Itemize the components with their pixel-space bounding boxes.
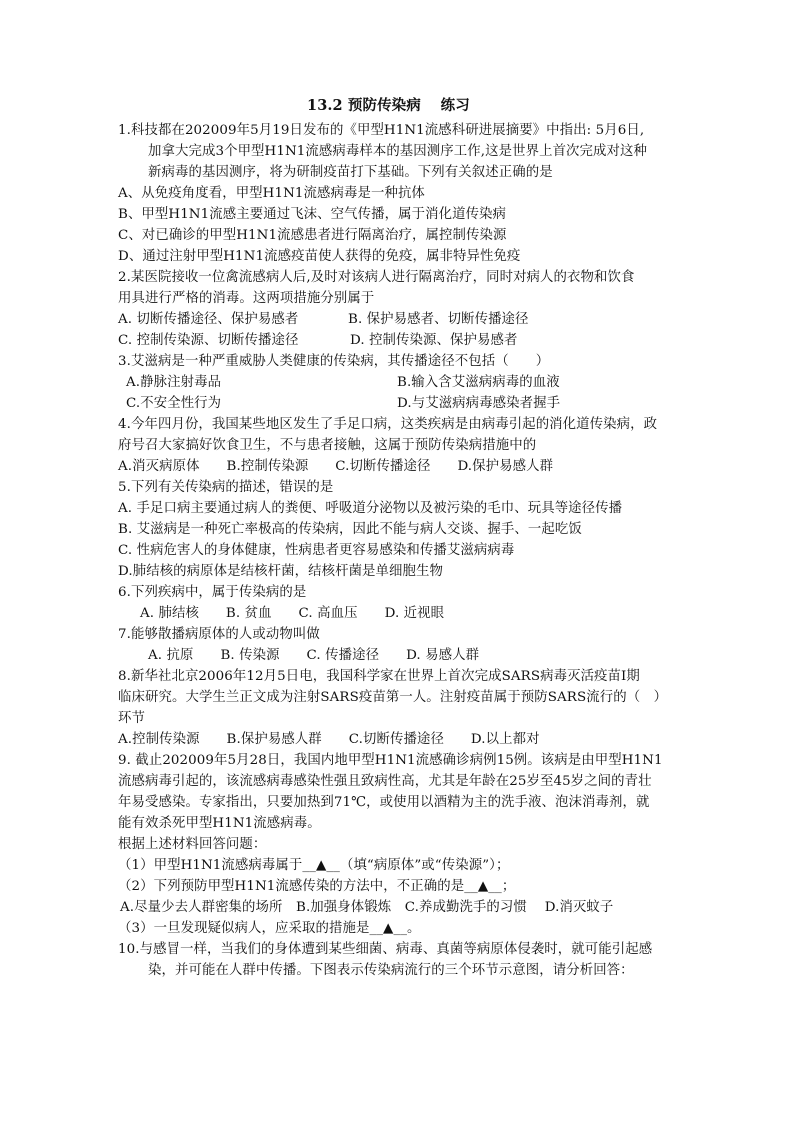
q9-sub3-end: 。 [407, 921, 421, 936]
q2-option-a: A. 切断传播途径、保护易感者 [118, 312, 299, 327]
q3-option-a: A.静脉注射毒品 [126, 375, 222, 390]
q7-stem: 7.能够散播病原体的人或动物叫做 [118, 627, 320, 642]
q9-stem-line1: 9. 截止202009年5月28日，我国内地甲型H1N1流感确诊病例15例。该病是由甲型H1N1 [118, 753, 663, 768]
q3-option-b: B.输入含艾滋病病毒的血液 [397, 375, 560, 390]
q9-stem-line2: 流感病毒引起的，该流感病毒感染性强且致病性高，尤其是年龄在25岁至45岁之间的青壮 [118, 774, 652, 789]
q9-sub1-text: （1）甲型H1N1流感病毒属于 [118, 858, 303, 873]
q5-option-d: D.肺结核的病原体是结核杆菌，结核杆菌是单细胞生物 [118, 564, 443, 579]
q10-stem-line1: 10.与感冒一样，当我们的身体遭到某些细菌、病毒、真菌等病原体侵袭时，就可能引起感 [118, 942, 653, 957]
q9-stem-line3: 年易受感染。专家指出，只要加热到71℃，或使用以酒精为主的洗手液、泡沫消毒剂，就 [118, 795, 650, 810]
q1-stem-line1: 1.科技都在202009年5月19日发布的《甲型H1N1流感科研进展摘要》中指出: 5月6日, [118, 123, 645, 138]
answer-blank-2[interactable]: __▲__ [464, 879, 502, 894]
q2-option-d: D. 控制传染源、保护易感者 [350, 333, 518, 348]
q6-options: A. 肺结核 B. 贫血 C. 高血压 D. 近视眼 [140, 606, 445, 621]
q9-sub1-hint: （填“病原体”或“传染源”）； [339, 858, 510, 873]
q8-stem-line3: 环节 [118, 711, 145, 726]
q1-option-d: D、通过注射甲型H1N1流感疫苗使人获得的免疫，属非特异性免疫 [118, 249, 521, 264]
q1-option-c: C、对已确诊的甲型H1N1流感患者进行隔离治疗，属控制传染源 [118, 228, 507, 243]
q8-stem-line1: 8.新华社北京2006年12月5日电，我国科学家在世界上首次完成SARS病毒灭活疫苗Ⅰ期 [118, 669, 640, 684]
q9-sub1 [118, 856, 509, 876]
q1-stem-line3: 新病毒的基因测序，将为研制疫苗打下基础。下列有关叙述正确的是 [148, 165, 553, 180]
page-title: 13.2 预防传染病 练习 [307, 97, 470, 114]
q5-option-b: B. 艾滋病是一种死亡率极高的传染病，因此不能与病人交谈、握手、一起吃饭 [118, 522, 582, 537]
q2-option-b: B. 保护易感者、切断传播途径 [348, 312, 529, 327]
answer-blank-3[interactable]: __▲__ [369, 921, 408, 936]
q3-option-c: C.不安全性行为 [126, 396, 222, 411]
q9-stem-line4: 能有效杀死甲型H1N1流感病毒。 [118, 816, 321, 831]
q5-option-a: A. 手足口病主要通过病人的粪便、呼吸道分泌物以及被污染的毛巾、玩具等途径传播 [118, 501, 623, 516]
q2-option-c: C. 控制传染源、切断传播途径 [118, 333, 299, 348]
q9-sub2-end: ； [501, 879, 516, 894]
q9-sub2-options: A.尽量少去人群密集的场所 B.加强身体锻炼 C.养成勤洗手的习惯 D.消灭蚊子 [120, 900, 614, 915]
q9-sub3 [118, 919, 421, 939]
q2-stem-line2: 用具进行严格的消毒。这两项措施分别属于 [118, 291, 375, 306]
q3-option-d: D.与艾滋病病毒感染者握手 [397, 396, 561, 411]
q8-options: A.控制传染源 B.保护易感人群 C.切断传播途径 D.以上都对 [118, 732, 540, 747]
q10-stem-line2: 染，并可能在人群中传播。下图表示传染病流行的三个环节示意图，请分析回答： [148, 963, 634, 978]
q6-stem: 6.下列疾病中，属于传染病的是 [118, 585, 307, 600]
answer-blank-1[interactable]: __▲__ [302, 858, 340, 873]
q5-stem: 5.下列有关传染病的描述，错误的是 [118, 480, 334, 495]
q1-option-b: B、甲型H1N1流感主要通过飞沫、空气传播，属于消化道传染病 [118, 207, 507, 222]
q7-options: A. 抗原 B. 传染源 C. 传播途径 D. 易感人群 [148, 648, 480, 663]
q8-stem-line2: 临床研究。大学生兰正文成为注射SARS疫苗第一人。注射疫苗属于预防SARS流行的（ ） [118, 690, 668, 705]
q3-stem: 3.艾滋病是一种严重威胁人类健康的传染病，其传播途径不包括（ ） [118, 354, 550, 369]
q4-stem-line1: 4.今年四月份，我国某些地区发生了手足口病，这类疾病是由病毒引起的消化道传染病，政 [118, 417, 658, 432]
q1-stem-line2: 加拿大完成3个甲型H1N1流感病毒样本的基因测序工作,这是世界上首次完成对这种 [148, 144, 647, 159]
q9-prompt: 根据上述材料回答问题： [118, 837, 267, 852]
q9-sub2 [118, 877, 515, 897]
q4-stem-line2: 府号召大家搞好饮食卫生，不与患者接触，这属于预防传染病措施中的 [118, 438, 537, 453]
q9-sub2-text: （2）下列预防甲型H1N1流感传染的方法中，不正确的是 [118, 879, 465, 894]
q4-options: A.消灭病原体 B.控制传染源 C.切断传播途径 D.保护易感人群 [118, 459, 554, 474]
q5-option-c: C. 性病危害人的身体健康，性病患者更容易感染和传播艾滋病病毒 [118, 543, 515, 558]
q1-option-a: A、从免疫角度看，甲型H1N1流感病毒是一种抗体 [118, 186, 425, 201]
q9-sub3-text: （3）一旦发现疑似病人，应采取的措施是 [118, 921, 370, 936]
q2-stem-line1: 2.某医院接收一位禽流感病人后,及时对该病人进行隔离治疗，同时对病人的衣物和饮食 [118, 270, 635, 285]
